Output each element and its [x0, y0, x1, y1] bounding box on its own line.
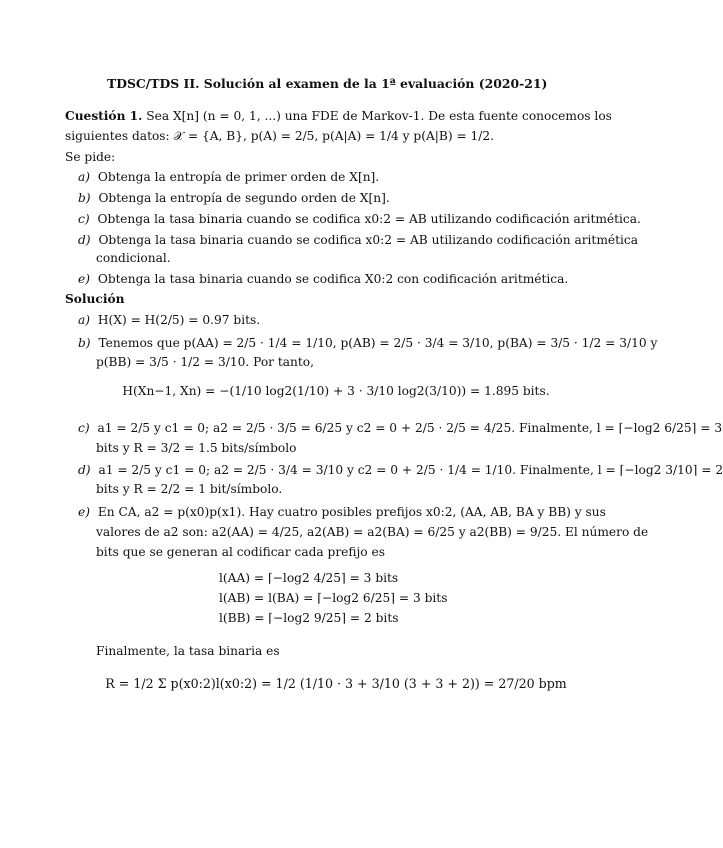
question-intro-line1: [65, 108, 612, 124]
question-item-c: c) Obtenga la tasa binaria cuando se codifica x0:2 = AB utilizando codificación aritmética.: [78, 212, 641, 226]
solution-item-e-line1: e) En CA, a2 = p(x0)p(x1). Hay cuatro posibles prefijos x0:2, (AA, AB, BA y BB) y sus: [78, 505, 606, 519]
solution-item-b-line2: p(BB) = 3/5 · 1/2 = 3/10. Por tanto,: [96, 355, 314, 369]
question-heading: Cuestión 1.: [65, 109, 143, 123]
solution-item-c-line1: c) a1 = 2/5 y c1 = 0; a2 = 2/5 · 3/5 = 6/25 y c2 = 0 + 2/5 · 2/5 = 4/25. Finalmente, l = ⌈−log2 6/25⌉ = 3: [78, 421, 723, 435]
solution-item-e-line3: bits que se generan al codificar cada prefijo es: [96, 545, 385, 559]
joint-entropy-formula: H(Xn−1, Xn) = −(1/10 log2(1/10) + 3 · 3/10 log2(3/10)) = 1.895 bits.: [122, 384, 550, 398]
question-item-e: e) Obtenga la tasa binaria cuando se codifica X0:2 con codificación aritmética.: [78, 272, 569, 286]
code-length-ab-ba: l(AB) = l(BA) = ⌈−log2 6/25⌉ = 3 bits: [219, 591, 448, 605]
question-item-d-cont: condicional.: [96, 251, 171, 265]
final-rate-intro: Finalmente, la tasa binaria es: [96, 644, 280, 658]
question-item-b: b) Obtenga la entropía de segundo orden de X[n].: [78, 191, 390, 205]
solution-item-c-line2: bits y R = 3/2 = 1.5 bits/símbolo: [96, 441, 297, 455]
page-title: TDSC/TDS II. Solución al examen de la 1ª evaluación (2020-21): [107, 76, 548, 91]
solution-item-b-line1: b) Tenemos que p(AA) = 2/5 · 1/4 = 1/10, p(AB) = 2/5 · 3/4 = 3/10, p(BA) = 3/5 · 1/2 = 3/10 y: [78, 336, 658, 350]
question-intro-text1: Sea X[n] (n = 0, 1, ...) una FDE de Markov-1. De esta fuente conocemos los: [146, 109, 612, 123]
solution-item-a: a) H(X) = H(2/5) = 0.97 bits.: [78, 313, 261, 327]
question-item-a: a) Obtenga la entropía de primer orden de X[n].: [78, 170, 380, 184]
solution-item-d-line2: bits y R = 2/2 = 1 bit/símbolo.: [96, 482, 283, 496]
question-item-d: d) Obtenga la tasa binaria cuando se codifica x0:2 = AB utilizando codificación aritmética: [78, 233, 638, 247]
solution-item-d-line1: d) a1 = 2/5 y c1 = 0; a2 = 2/5 · 3/4 = 3/10 y c2 = 0 + 2/5 · 1/4 = 1/10. Finalmente, l = ⌈−log2 3/10⌉ = 2: [78, 463, 723, 477]
question-intro-line2: siguientes datos: 𝒳 = {A, B}, p(A) = 2/5, p(A|A) = 1/4 y p(A|B) = 1/2.: [65, 129, 495, 143]
final-rate-formula: R = 1/2 Σ p(x0:2)l(x0:2) = 1/2 (1/10 · 3 + 3/10 (3 + 3 + 2)) = 27/20 bpm: [105, 676, 567, 691]
solution-item-e-line2: valores de a2 son: a2(AA) = 4/25, a2(AB) = a2(BA) = 6/25 y a2(BB) = 9/25. El número de: [96, 525, 649, 539]
code-length-bb: l(BB) = ⌈−log2 9/25⌉ = 2 bits: [219, 611, 399, 625]
solution-heading: Solución: [65, 292, 125, 306]
code-length-aa: l(AA) = ⌈−log2 4/25⌉ = 3 bits: [219, 571, 399, 585]
se-pide-label: Se pide:: [65, 150, 116, 164]
